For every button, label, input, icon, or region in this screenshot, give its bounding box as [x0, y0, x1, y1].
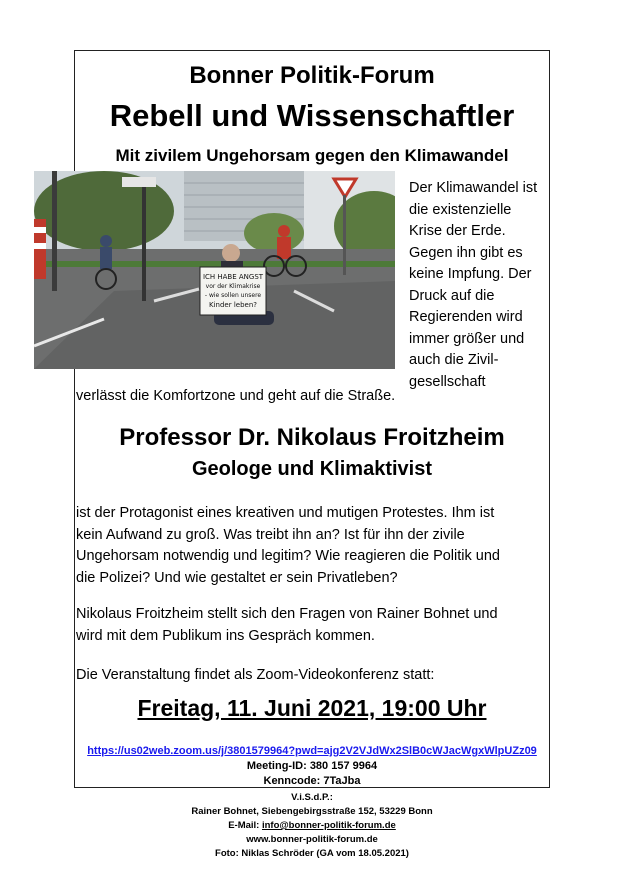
- body-line: wird mit dem Publikum ins Gespräch kommen.: [76, 627, 375, 644]
- protest-photo-illustration: [34, 171, 395, 369]
- page-subtitle: Mit zivilem Ungehorsam gegen den Klimawandel: [115, 146, 509, 165]
- passcode: Kenncode: 7TaJba: [263, 775, 361, 787]
- speaker-role: Geologe und Klimaktivist: [191, 458, 433, 480]
- sign-line: Kinder leben?: [209, 301, 257, 309]
- page-title: Rebell und Wissenschaftler: [109, 98, 515, 133]
- intro-line: Der Klimawandel ist: [409, 180, 538, 196]
- imprint-address: Rainer Bohnet, Siebengebirgsstraße 152, 53229 Bonn: [191, 806, 433, 817]
- intro-line: Druck auf die: [409, 287, 495, 304]
- photo-credit: Foto: Niklas Schröder (GA vom 18.05.2021): [215, 848, 409, 859]
- speaker-name: Professor Dr. Nikolaus Froitzheim: [119, 424, 505, 451]
- sign-line: vor der Klimakrise: [205, 283, 261, 290]
- intro-line: Krise der Erde.: [409, 223, 506, 239]
- zoom-link[interactable]: https://us02web.zoom.us/j/3801579964?pwd=ajg2V2VJdWx2SlB0cWJacWgxWlpUZz09: [87, 745, 537, 757]
- body-paragraph-2: [76, 604, 546, 647]
- event-date: Freitag, 11. Juni 2021, 19:00 Uhr: [137, 695, 487, 721]
- body-paragraph-1: [76, 503, 546, 589]
- body-line: die Polizei? Und wie gestaltet er sein Privatleben?: [76, 569, 398, 586]
- intro-line: die existenzielle: [409, 201, 512, 218]
- intro-continuation: verlässt die Komfortzone und geht auf die Straße.: [76, 388, 396, 404]
- meeting-id: Meeting-ID: 380 157 9964: [246, 760, 378, 772]
- org-name: Bonner Politik-Forum: [189, 62, 435, 89]
- protest-photo: [34, 171, 395, 369]
- imprint-label: V.i.S.d.P.:: [291, 792, 333, 803]
- body-line: Nikolaus Froitzheim stellt sich den Fragen von Rainer Bohnet und: [76, 606, 498, 622]
- intro-text: [409, 178, 549, 393]
- sign-line: - wie sollen unsere: [204, 292, 262, 299]
- intro-line: Regierenden wird: [409, 309, 523, 325]
- body-line: ist der Protagonist eines kreativen und mutigen Protestes. Ihm ist: [76, 505, 495, 521]
- email-label: E-Mail:: [228, 820, 262, 831]
- intro-line: immer größer und: [409, 330, 525, 347]
- intro-line: auch die Zivil-: [409, 352, 499, 368]
- imprint-website[interactable]: www.bonner-politik-forum.de: [246, 834, 378, 845]
- intro-line: gesellschaft: [409, 373, 486, 390]
- body-line: Ungehorsam notwendig und legitim? Wie reagieren die Politik und: [76, 548, 500, 564]
- body-paragraph-3: Die Veranstaltung findet als Zoom-Videokonferenz statt:: [76, 667, 435, 683]
- email-link[interactable]: info@bonner-politik-forum.de: [261, 820, 396, 831]
- intro-line: keine Impfung. Der: [409, 266, 532, 282]
- imprint-email-line: [0, 820, 624, 831]
- sign-line: ICH HABE ANGST: [202, 273, 264, 281]
- intro-line: Gegen ihn gibt es: [409, 244, 523, 261]
- body-line: kein Aufwand zu groß. Was treibt ihn an? Ist für ihn der zivile: [76, 526, 465, 543]
